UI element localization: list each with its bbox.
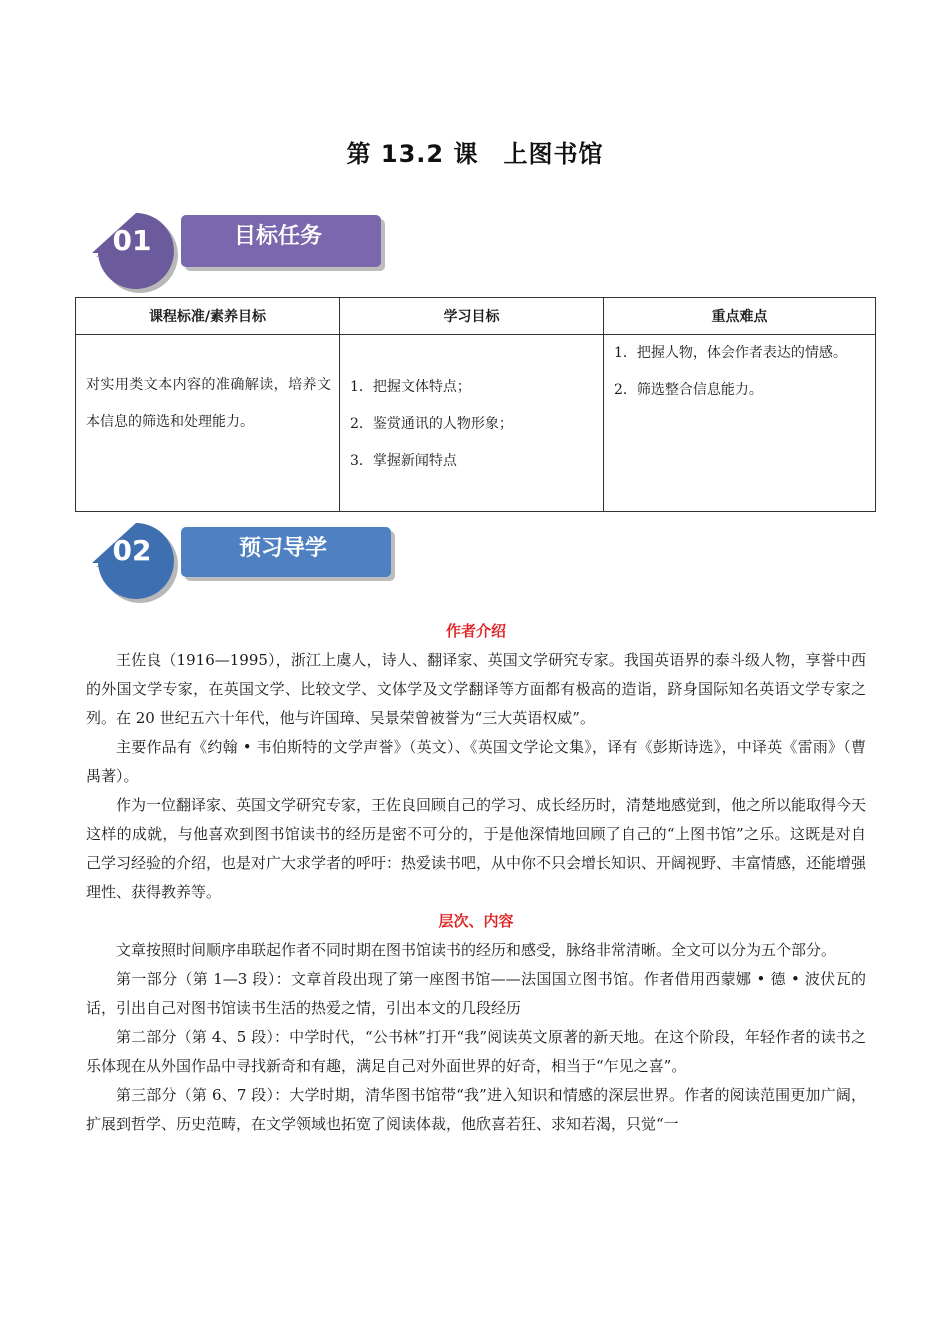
goals-table xyxy=(75,297,876,512)
badge-label: 预习导学 xyxy=(238,536,328,561)
page-title: 第 13.2 课 上图书馆 xyxy=(346,140,604,168)
badge-label: 目标任务 xyxy=(233,224,323,249)
standard-text: 对实用类文本内容的准确解读，培养文本信息的筛选和处理能力。 xyxy=(86,377,331,430)
badge-number: 01 xyxy=(112,224,152,257)
paragraph: 第一部分（第 1—3 段）：文章首段出现了第一座图书馆——法国国立图书馆。作者借用西蒙娜 • 德 • 波伏瓦的话，引出自己对图书馆读书生活的热爱之情，引出本文的几段经历 xyxy=(86,970,866,1017)
table-cell-keypoints xyxy=(604,335,876,512)
paragraph: 第三部分（第 6、7 段）：大学时期，清华图书馆带“我”进入知识和情感的深层世界。作者的阅读范围更加广阔，扩展到哲学、历史范畴，在文学领域也拓宽了阅读体裁，他欣喜若狂、求知若渴，只觉“一 xyxy=(86,1086,866,1133)
table-header-row xyxy=(76,298,876,335)
paragraph: 王佐良（1916—1995），浙江上虞人，诗人、翻译家、英国文学研究专家。我国英语界的泰斗级人物，享誉中西的外国文学专家，在英国文学、比较文学、文体学及文学翻译等方面都有极高的造诣，跻身国际知名英语文学专家之列。在 20 世纪五六十年代，他与许国璋、吴景荣曾被誉为“三大英语权威”。 xyxy=(86,651,866,727)
section-badge-goals xyxy=(88,205,418,295)
badge-graphic-goals xyxy=(88,205,418,295)
paragraph: 作为一位翻译家、英国文学研究专家，王佐良回顾自己的学习、成长经历时，清楚地感觉到，他之所以能取得今天这样的成就，与他喜欢到图书馆读书的经历是密不可分的，于是他深情地回顾了自己的“上图书馆”之乐。这既是对自己学习经验的介绍，也是对广大求学者的呼吁：热爱读书吧，从中你不只会增长知识、开阔视野、丰富情感，还能增强理性、获得教养等。 xyxy=(86,796,867,901)
preview-content xyxy=(86,617,866,1139)
paragraph: 主要作品有《约翰 • 韦伯斯特的文学声誉》（英文）、《英国文学论文集》，译有《彭斯诗选》，中译英《雷雨》（曹禺著）。 xyxy=(86,738,866,785)
objective-item: 3．掌握新闻特点 xyxy=(350,453,457,469)
paragraph: 文章按照时间顺序串联起作者不同时期在图书馆读书的经历和感受，脉络非常清晰。全文可以分为五个部分。 xyxy=(116,941,837,959)
paragraph: 第二部分（第 4、5 段）：中学时代，“公书林”打开“我”阅读英文原著的新天地。在这个阶段，年轻作者的读书之乐体现在从外国作品中寻找新奇和有趣，满足自己对外面世界的好奇，相当于“乍见之喜”。 xyxy=(86,1028,866,1075)
table-header-objectives: 学习目标 xyxy=(340,298,604,335)
objective-item: 1．把握文体特点； xyxy=(350,379,471,395)
table-header-keypoints: 重点难点 xyxy=(604,298,876,335)
section-badge-preview xyxy=(88,517,418,607)
section-heading-structure: 层次、内容 xyxy=(438,912,514,930)
keypoint-item: 2．筛选整合信息能力。 xyxy=(614,382,763,398)
table-row xyxy=(76,335,876,512)
section-heading-author: 作者介绍 xyxy=(445,622,506,640)
table-header-standard: 课程标准/素养目标 xyxy=(76,298,340,335)
keypoint-item: 1．把握人物，体会作者表达的情感。 xyxy=(614,345,847,361)
table-cell-standard xyxy=(76,335,340,512)
badge-graphic-preview xyxy=(88,517,418,607)
objective-item: 2．鉴赏通讯的人物形象； xyxy=(350,416,513,432)
badge-number: 02 xyxy=(112,534,152,567)
table-cell-objectives xyxy=(340,335,604,512)
